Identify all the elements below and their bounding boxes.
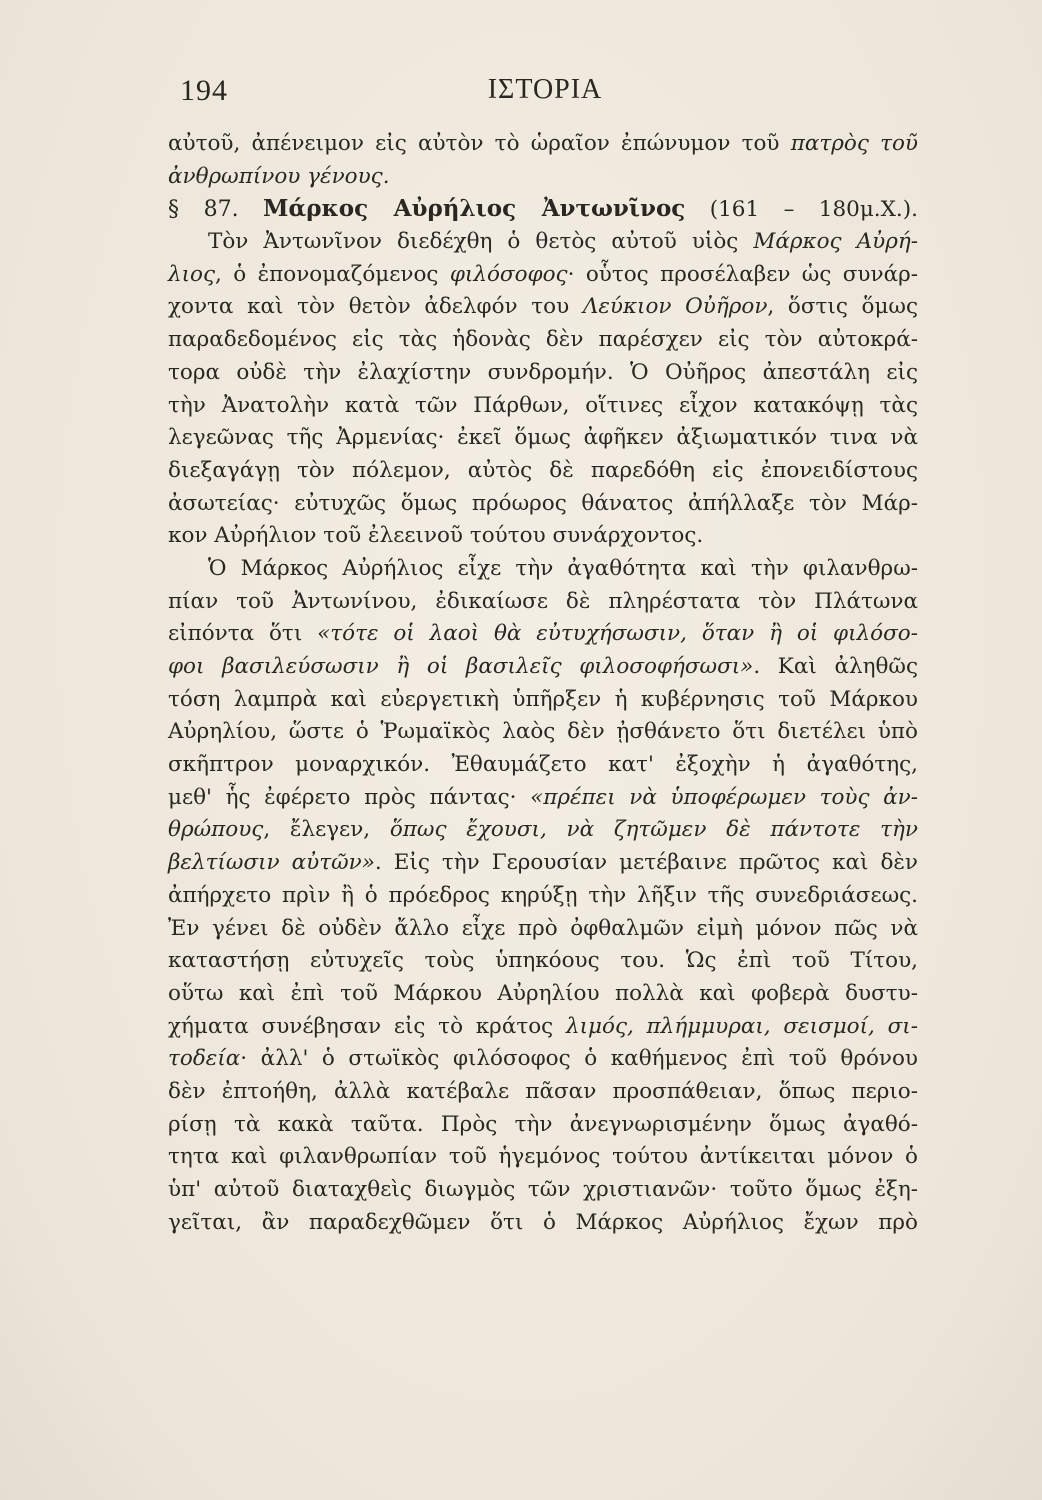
- text-line: λεγεῶνας τῆς Ἀρμενίας· ἐκεῖ ὅμως ἀφῆκεν ἀξιωματικόν τινα νὰ: [168, 425, 918, 451]
- text-line: δὲν ἐπτοήθη, ἀλλὰ κατέβαλε πᾶσαν προσπάθειαν, ὅπως περιο-: [168, 1078, 918, 1104]
- page-number: 194: [180, 74, 228, 107]
- text-line: αὐτοῦ, ἀπένειμον εἰς αὐτὸν τὸ ὡραῖον ἐπώνυμον τοῦ πατρὸς τοῦ: [168, 131, 919, 156]
- text-line: τητα καὶ φιλανθρωπίαν τοῦ ἡγεμόνος τούτου ἀντίκειται μόνον ὁ: [168, 1144, 918, 1170]
- text-line: σκῆπτρον μοναρχικόν. Ἐθαυμάζετο κατ' ἐξοχὴν ἡ ἀγαθότης,: [168, 752, 918, 778]
- text-line: οὕτω καὶ ἐπὶ τοῦ Μάρκου Αὐρηλίου πολλὰ καὶ φοβερὰ δυστυ-: [168, 980, 918, 1006]
- text-line: κον Αὐρήλιον τοῦ ἐλεεινοῦ τούτου συνάρχοντος.: [168, 523, 704, 549]
- section-title: Μάρκος Αὐρήλιος Ἀντωνῖνος: [263, 195, 686, 223]
- text-line: Αὐρηλίου, ὥστε ὁ Ῥωμαϊκὸς λαὸς δὲν ᾐσθάνετο ὅτι διετέλει ὑπὸ: [168, 719, 918, 745]
- text-line: ἀσωτείας· εὐτυχῶς ὅμως πρόωρος θάνατος ἀπήλλαξε τὸν Μάρ-: [168, 490, 918, 516]
- text-line: ἀπήρχετο πρὶν ἢ ὁ πρόεδρος κηρύξῃ τὴν λῆξιν τῆς συνεδριάσεως.: [168, 882, 918, 908]
- page-header: [180, 74, 910, 114]
- text-line: Ἐν γένει δὲ οὐδὲν ἄλλο εἶχε πρὸ ὀφθαλμῶν εἰμὴ μόνον πῶς νὰ: [168, 915, 918, 941]
- text-line: γεῖται, ἂν παραδεχθῶμεν ὅτι ὁ Μάρκος Αὐρήλιος ἔχων πρὸ: [168, 1209, 918, 1235]
- running-title: ΙΣΤΟΡΙΑ: [487, 74, 603, 105]
- text-line: τὴν Ἀνατολὴν κατὰ τῶν Πάρθων, οἵτινες εἶχον κατακόψῃ τὰς: [168, 392, 918, 418]
- text-line: φοι βασιλεύσωσιν ἢ οἱ βασιλεῖς φιλοσοφήσωσι». Καὶ ἀληθῶς: [168, 654, 918, 679]
- text-line: εἰπόντα ὅτι «τότε οἱ λαοὶ θὰ εὐτυχήσωσιν, ὅταν ἢ οἱ φιλόσο-: [168, 621, 918, 647]
- text-line: Τὸν Ἀντωνῖνον διεδέχθη ὁ θετὸς αὐτοῦ υἱὸς Μάρκος Αὐρή-: [208, 229, 918, 255]
- section-number: § 87.: [168, 197, 239, 223]
- text-line: ὑπ' αὐτοῦ διαταχθεὶς διωγμὸς τῶν χριστιανῶν· τοῦτο ὅμως ἐξη-: [168, 1177, 918, 1202]
- text-line: βελτίωσιν αὐτῶν». Εἰς τὴν Γερουσίαν μετέβαινε πρῶτος καὶ δὲν: [168, 850, 918, 876]
- section-heading: [168, 193, 918, 226]
- text-line: λιος, ὁ ἐπονομαζόμενος φιλόσοφος· οὗτος προσέλαβεν ὡς συνάρ-: [168, 261, 918, 287]
- text-line: καταστήσῃ εὐτυχεῖς τοὺς ὑπηκόους του. Ὡς ἐπὶ τοῦ Τίτου,: [168, 948, 918, 974]
- text-line: μεθ' ἧς ἐφέρετο πρὸς πάντας· «πρέπει νὰ ὑποφέρωμεν τοὺς ἀν-: [168, 784, 919, 810]
- text-line: τορα οὐδὲ τὴν ἐλαχίστην συνδρομήν. Ὁ Οὐῆρος ἀπεστάλη εἰς: [168, 359, 918, 385]
- text-line: τόση λαμπρὰ καὶ εὐεργετικὴ ὑπῆρξεν ἡ κυβέρνησις τοῦ Μάρκου: [168, 686, 918, 712]
- section-dates: (161 – 180μ.Χ.).: [709, 197, 918, 223]
- text-line: τοδεία· ἀλλ' ὁ στωϊκὸς φιλόσοφος ὁ καθήμενος ἐπὶ τοῦ θρόνου: [168, 1046, 918, 1072]
- text-line: παραδεδομένος εἰς τὰς ἡδονὰς δὲν παρέσχεν εἰς τὸν αὐτοκρά-: [168, 327, 918, 353]
- text-line: διεξαγάγῃ τὸν πόλεμον, αὐτὸς δὲ παρεδόθη εἰς ἐπονειδίστους: [168, 457, 918, 483]
- text-line: πίαν τοῦ Ἀντωνίνου, ἐδικαίωσε δὲ πληρέστατα τὸν Πλάτωνα: [168, 588, 918, 614]
- text-line: χήματα συνέβησαν εἰς τὸ κράτος λιμός, πλήμμυραι, σεισμοί, σι-: [168, 1013, 918, 1039]
- body-text: [168, 128, 918, 1239]
- text-line: Ὁ Μάρκος Αὐρήλιος εἶχε τὴν ἀγαθότητα καὶ τὴν φιλανθρω-: [208, 555, 918, 581]
- text-line: ἀνθρωπίνου γένους.: [168, 163, 390, 189]
- text-line: χοντα καὶ τὸν θετὸν ἀδελφόν του Λεύκιον Οὐῆρον, ὅστις ὅμως: [168, 294, 918, 320]
- text-line: ρίσῃ τὰ κακὰ ταῦτα. Πρὸς τὴν ἀνεγνωρισμένην ὅμως ἀγαθό-: [168, 1111, 918, 1137]
- text-line: θρώπους, ἔλεγεν, ὅπως ἔχουσι, νὰ ζητῶμεν δὲ πάντοτε τὴν: [168, 817, 918, 843]
